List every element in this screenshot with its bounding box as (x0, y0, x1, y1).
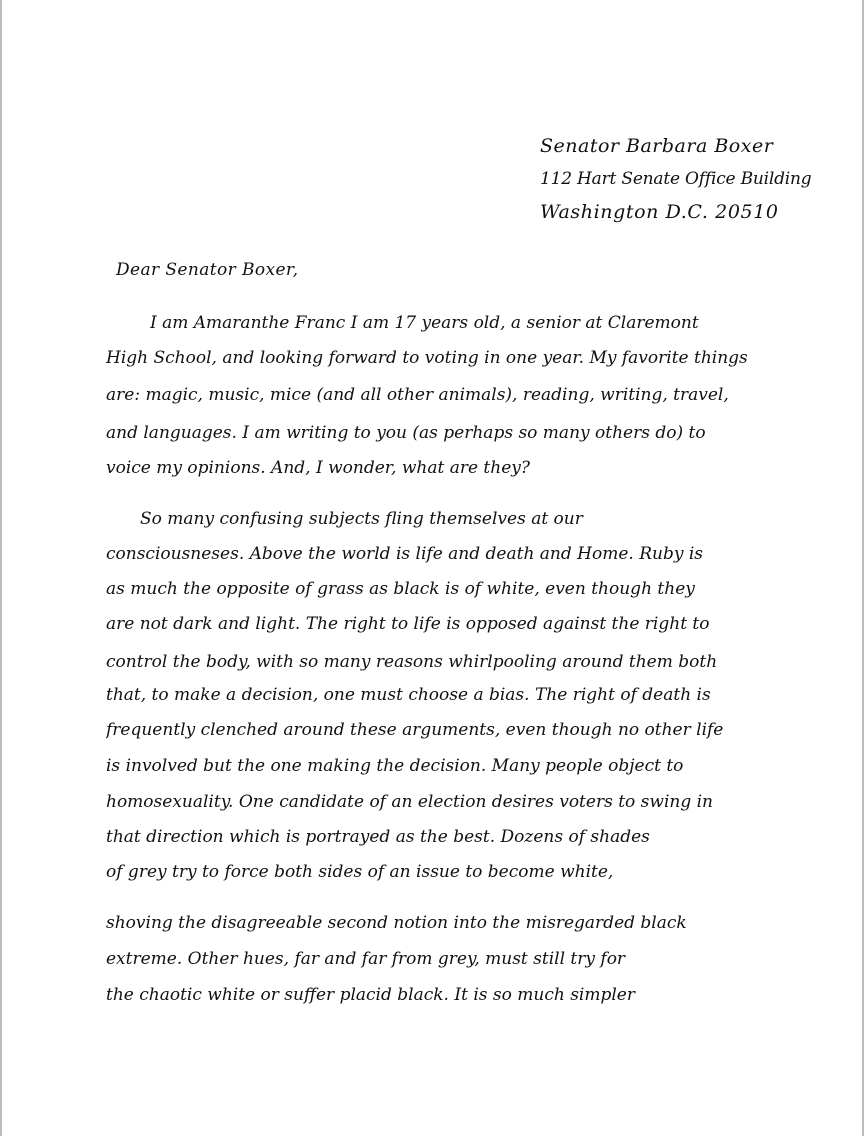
letter-line: frequently clenched around these arguments, even though no other life (106, 720, 724, 740)
recipient-address (540, 130, 850, 229)
letter-line: the chaotic white or suffer placid black. It is so much simpler (106, 985, 635, 1005)
letter-line: extreme. Other hues, far and far from grey, must still try for (106, 949, 626, 969)
address-line-city: Washington D.C. 20510 (540, 201, 779, 223)
salutation: Dear Senator Boxer, (116, 260, 299, 280)
letter-line: voice my opinions. And, I wonder, what are they? (106, 458, 530, 478)
letter-line: of grey try to force both sides of an issue to become white, (106, 862, 614, 882)
address-line-building: 112 Hart Senate Office Building (540, 169, 812, 189)
letter-line: shoving the disagreeable second notion into the misregarded black (106, 913, 687, 933)
letter-line: and languages. I am writing to you (as perhaps so many others do) to (106, 423, 706, 443)
letter-line: High School, and looking forward to voting in one year. My favorite things (106, 348, 748, 368)
letter-line: are: magic, music, mice (and all other animals), reading, writing, travel, (106, 385, 729, 405)
letter-line: is involved but the one making the decision. Many people object to (106, 756, 684, 776)
letter-line: that direction which is portrayed as the best. Dozens of shades (106, 827, 650, 847)
address-line-name: Senator Barbara Boxer (540, 135, 774, 157)
letter-line: consciousneses. Above the world is life and death and Home. Ruby is (106, 544, 704, 564)
letter-line: that, to make a decision, one must choose a bias. The right of death is (106, 685, 711, 705)
letter-line: I am Amaranthe Franc I am 17 years old, a senior at Claremont (150, 313, 699, 333)
letter-line: control the body, with so many reasons whirlpooling around them both (106, 652, 718, 672)
letter-line: So many confusing subjects fling themselves at our (140, 509, 583, 529)
page-edge-left (0, 0, 2, 1136)
letter-line: homosexuality. One candidate of an election desires voters to swing in (106, 792, 714, 812)
letter-line: are not dark and light. The right to life is opposed against the right to (106, 614, 710, 634)
letter-line: as much the opposite of grass as black is of white, even though they (106, 579, 695, 599)
